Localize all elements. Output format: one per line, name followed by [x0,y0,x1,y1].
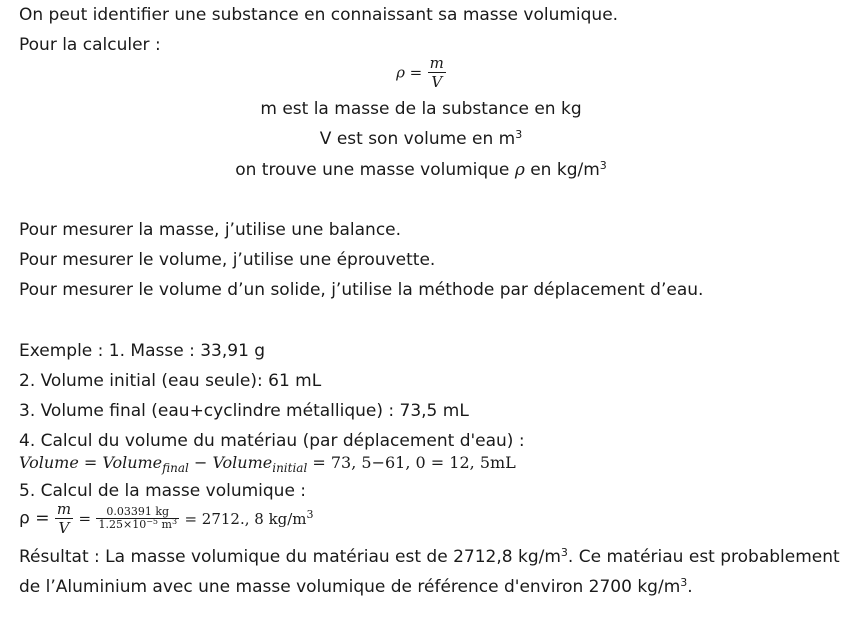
den-exponent: −5 [146,517,158,526]
formula-fraction [428,54,446,91]
example-step-4: 4. Calcul du volume du matériau (par déplacement d'eau) : [19,431,525,451]
den-unit: m [158,518,172,531]
volume-definition [0,128,842,150]
formula-denominator: V [431,73,443,91]
intro-line: On peut identifier une substance en connaissant sa masse volumique. [19,5,619,25]
rho-eq-prefix: ρ = [19,508,50,529]
result-1-exponent: 3 [560,546,568,559]
rho-def-prefix: on trouve une masse volumique [235,160,510,180]
rho-eq-value-fraction [96,506,179,531]
rho-eq-equals: = [78,509,92,528]
volume-def-text: V est son volume en m [319,129,516,149]
formula-numerator: m [429,54,444,72]
rho-eq-fraction [55,500,73,537]
result-2b: . [687,577,693,597]
volume-def-exponent: 3 [515,128,523,141]
rho-eq-numerator: m [56,500,72,518]
rho-eq-value-denominator [96,519,179,531]
rho-eq-denominator: V [58,519,70,537]
example-step-3: 3. Volume final (eau+cyclindre métallique) : 73,5 mL [19,401,469,421]
intro-line: Pour la calculer : [19,35,161,55]
example-step-1: Exemple : 1. Masse : 33,91 g [19,341,266,361]
rho-def-exponent: 3 [599,159,607,172]
rho-def-suffix: en kg/m [530,160,600,180]
result-1b: . Ce matériau est probablement [567,547,840,567]
rho-eq-result-text: = 2712., 8 kg/m [184,509,307,528]
mass-definition: m est la masse de la substance en kg [260,99,582,119]
rho-symbol: ρ [514,160,525,180]
vol-eq-minus: − Volume [188,453,273,472]
result-line-2 [19,576,693,598]
density-unit-definition [0,159,842,181]
rho-eq-result [184,507,314,528]
method-volume: Pour mesurer le volume, j’utilise une éprouvette. [19,250,436,270]
result-line-1 [19,546,840,568]
formula-lhs: ρ = [396,63,423,82]
method-solid: Pour mesurer le volume d’un solide, j’utilise la méthode par déplacement d’eau. [19,280,704,300]
rho-eq-value-numerator: 0.03391 kg [96,506,179,519]
den-mantissa: 1.25×10 [98,518,147,531]
vol-eq-sub-final: final [162,461,189,475]
result-2a: de l’Aluminium avec une masse volumique de référence d'environ 2700 kg/m [19,577,681,597]
result-1a: Résultat : La masse volumique du matériau est de 2712,8 kg/m [19,547,561,567]
result-2-exponent: 3 [680,576,688,589]
method-mass: Pour mesurer la masse, j’utilise une balance. [19,220,402,240]
example-step-5: 5. Calcul de la masse volumique : [19,481,307,501]
vol-eq-sub-initial: initial [272,461,308,475]
volume-equation [19,452,516,479]
density-calculation [19,500,314,537]
vol-eq-rhs: = 73, 5−61, 0 = 12, 5mL [307,453,516,472]
rho-eq-result-exponent: 3 [306,507,314,521]
density-formula [0,54,842,91]
example-step-2: 2. Volume initial (eau seule): 61 mL [19,371,322,391]
den-unit-exponent: 3 [171,517,178,526]
vol-eq-lhs: Volume = Volume [19,453,163,472]
